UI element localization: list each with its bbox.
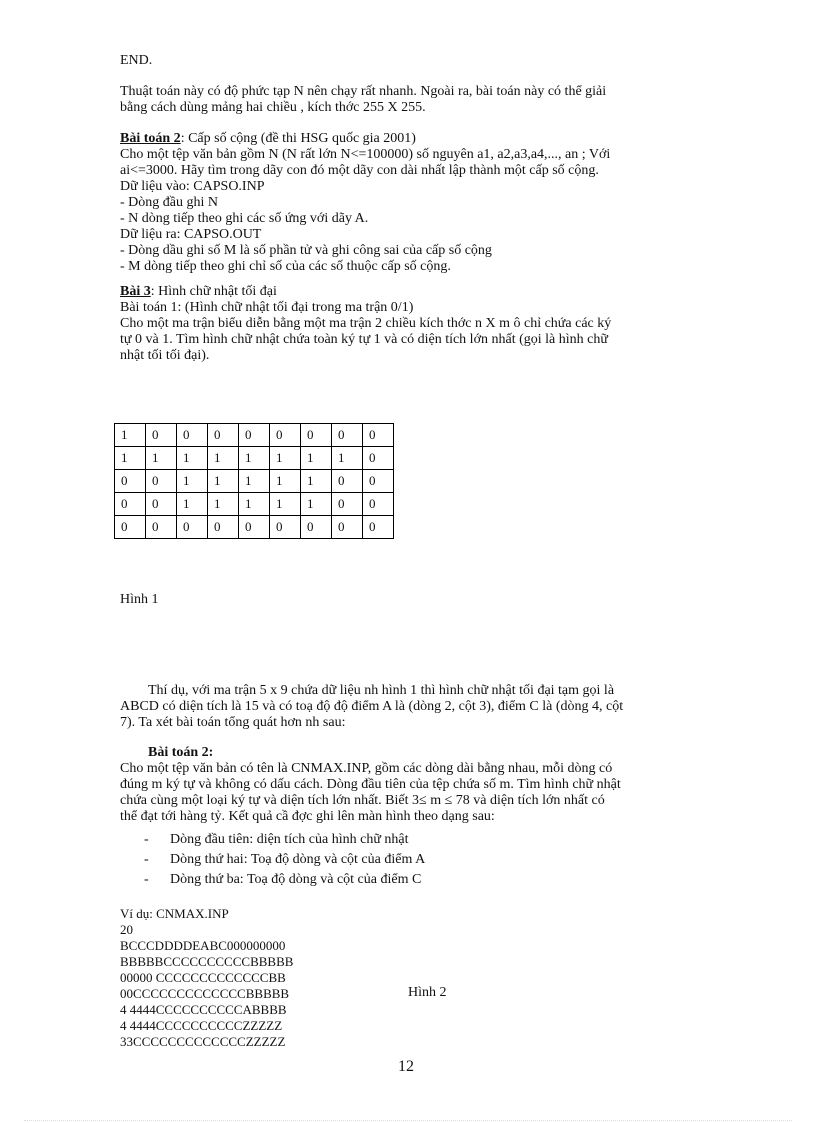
matrix-cell: 0 — [332, 424, 363, 447]
matrix-cell: 0 — [332, 516, 363, 539]
figure2-caption: Hình 2 — [408, 985, 447, 1000]
list-dash: - — [144, 852, 149, 867]
example-file-line: 4 4444CCCCCCCCCCZZZZZ — [120, 1018, 283, 1033]
complexity-line: Thuật toán này có độ phức tạp N nên chạy rất nhanh. Ngoài ra, bài toán này có thể giải — [120, 84, 607, 99]
matrix-cell: 0 — [208, 424, 239, 447]
example-file-line: 33CCCCCCCCCCCCCZZZZZ — [120, 1034, 286, 1049]
problem2-title-rest: : Cấp số cộng (đề thi HSG quốc gia 2001) — [180, 131, 416, 146]
matrix-cell: 0 — [239, 516, 270, 539]
matrix-cell: 1 — [115, 447, 146, 470]
problem2-line: - M dòng tiếp theo ghi chỉ số của các số thuộc cấp số cộng. — [120, 259, 451, 274]
matrix-cell: 0 — [301, 424, 332, 447]
problem2b-section — [120, 745, 698, 825]
matrix-cell: 0 — [208, 516, 239, 539]
complexity-line: bằng cách dùng mảng hai chiều , kích thớc 255 X 255. — [120, 100, 426, 115]
matrix-cell: 1 — [301, 447, 332, 470]
matrix-cell: 1 — [208, 447, 239, 470]
matrix-row — [115, 516, 394, 539]
matrix-cell: 0 — [177, 516, 208, 539]
end-keyword: END. — [120, 53, 153, 68]
matrix-cell: 0 — [301, 516, 332, 539]
example-file-line: BBBBBCCCCCCCCCCBBBBB — [120, 954, 294, 969]
matrix-cell: 1 — [177, 493, 208, 516]
example-file-line: 00000 CCCCCCCCCCCCCBB — [120, 970, 286, 985]
matrix-cell: 0 — [332, 470, 363, 493]
figure1-caption: Hình 1 — [120, 592, 159, 607]
matrix-cell: 0 — [146, 516, 177, 539]
matrix-cell: 1 — [208, 493, 239, 516]
example-file-line: BCCCDDDDEABC000000000 — [120, 938, 286, 953]
matrix-cell: 0 — [146, 424, 177, 447]
matrix-cell: 1 — [239, 470, 270, 493]
matrix-cell: 0 — [146, 470, 177, 493]
output-format-list — [144, 832, 722, 888]
matrix-cell: 0 — [177, 424, 208, 447]
matrix-cell: 1 — [301, 493, 332, 516]
matrix-row — [115, 493, 394, 516]
list-dash: - — [144, 832, 149, 847]
matrix-cell: 0 — [146, 493, 177, 516]
example-line: Thí dụ, với ma trận 5 x 9 chứa dữ liệu nh hình 1 thì hình chữ nhật tối đại tạm gọi là — [148, 683, 615, 698]
problem3-line: Bài toán 1: (Hình chữ nhật tối đại trong ma trận 0/1) — [120, 300, 414, 315]
example-file-line: 4 4444CCCCCCCCCCABBBB — [120, 1002, 287, 1017]
matrix-cell: 1 — [270, 493, 301, 516]
matrix-cell: 0 — [363, 447, 394, 470]
problem2-line: - Dòng dầu ghi số M là số phần tử và ghi công sai của cấp số cộng — [120, 243, 492, 258]
matrix-cell: 0 — [115, 470, 146, 493]
problem2-line: Dữ liệu vào: CAPSO.INP — [120, 179, 265, 194]
problem3-line: tự 0 và 1. Tìm hình chữ nhật chứa toàn ký tự 1 và có diện tích lớn nhất (gọi là hình chữ — [120, 332, 608, 347]
problem3-title: Bài 3 — [120, 284, 151, 299]
matrix-row — [115, 424, 394, 447]
problem2-section — [120, 131, 698, 275]
matrix-cell: 1 — [301, 470, 332, 493]
matrix-row — [115, 470, 394, 493]
problem2b-line: Cho một tệp văn bản có tên là CNMAX.INP, gồm các dòng dài bằng nhau, mỗi dòng có — [120, 761, 613, 776]
matrix-table — [114, 423, 394, 539]
problem2-line: ai<=3000. Hãy tìm trong dãy con đó một dãy con dài nhất lập thành một cấp số cộng. — [120, 163, 599, 178]
list-item: - Dòng thứ ba: Toạ độ dòng và cột của điểm C — [144, 872, 422, 887]
matrix-cell: 1 — [177, 447, 208, 470]
matrix-cell: 0 — [363, 424, 394, 447]
matrix-cell: 1 — [332, 447, 363, 470]
matrix-cell: 0 — [270, 424, 301, 447]
matrix-cell: 1 — [115, 424, 146, 447]
example-line: ABCD có diện tích là 15 và có toạ độ độ điểm A là (dòng 2, cột 3), điểm C là (dòng 4, cột — [120, 699, 624, 714]
matrix-cell: 0 — [332, 493, 363, 516]
matrix-cell: 1 — [270, 470, 301, 493]
example-file-line: 20 — [120, 922, 133, 937]
problem2-line: - N dòng tiếp theo ghi các số ứng với dãy A. — [120, 211, 369, 226]
problem2b-line: chứa cùng một loại ký tự và diện tích lớn nhất. Biết 3≤ m ≤ 78 và diện tích lớn nhất có — [120, 793, 605, 808]
example-file-label: Ví dụ: CNMAX.INP — [120, 906, 229, 921]
page-number: 12 — [398, 1058, 414, 1075]
problem2-line: Dữ liệu ra: CAPSO.OUT — [120, 227, 262, 242]
matrix-cell: 0 — [363, 470, 394, 493]
complexity-paragraph — [120, 84, 698, 116]
problem2b-title: Bài toán 2: — [148, 745, 214, 760]
example-file-line: 00CCCCCCCCCCCCCBBBBB — [120, 986, 290, 1001]
matrix-cell: 1 — [270, 447, 301, 470]
example-line: 7). Ta xét bài toán tổng quát hơn nh sau: — [120, 715, 346, 730]
matrix-cell: 1 — [208, 470, 239, 493]
list-item: - Dòng thứ hai: Toạ độ dòng và cột của điểm A — [144, 852, 426, 867]
problem2-heading — [120, 131, 698, 147]
matrix-cell: 0 — [363, 493, 394, 516]
problem2b-line: thể đạt tới hàng tỷ. Kết quả cầ đợc ghi lên màn hình theo dạng sau: — [120, 809, 495, 824]
list-dash: - — [144, 872, 149, 887]
problem3-line: nhật tối tối đại). — [120, 348, 210, 363]
matrix-cell: 0 — [239, 424, 270, 447]
matrix-cell: 0 — [115, 493, 146, 516]
matrix-cell: 1 — [239, 493, 270, 516]
example-file-block — [120, 906, 698, 1050]
problem3-title-rest: : Hình chữ nhật tối đại — [150, 284, 277, 299]
matrix-cell: 1 — [146, 447, 177, 470]
list-item: - Dòng đầu tiên: diện tích của hình chữ nhật — [144, 832, 409, 847]
problem3-section — [120, 284, 698, 364]
matrix-cell: 0 — [270, 516, 301, 539]
problem3-line: Cho một ma trận biểu diễn bằng một ma trận 2 chiều kích thớc n X m ô chỉ chứa các ký — [120, 316, 612, 331]
problem2-title: Bài toán 2 — [120, 131, 181, 146]
matrix-cell: 1 — [177, 470, 208, 493]
problem2b-line: đúng m ký tự và không có dấu cách. Dòng đầu tiên của tệp chứa số m. Tìm hình chữ nhật — [120, 777, 621, 792]
page-bottom-divider — [24, 1120, 792, 1121]
matrix-cell: 0 — [363, 516, 394, 539]
matrix-cell: 0 — [115, 516, 146, 539]
problem2-line: Cho một tệp văn bản gồm N (N rất lớn N<=100000) số nguyên a1, a2,a3,a4,..., an ; Với — [120, 147, 611, 162]
example-paragraph — [120, 683, 698, 731]
matrix-row — [115, 447, 394, 470]
problem2-line: - Dòng đầu ghi N — [120, 195, 218, 210]
matrix-cell: 1 — [239, 447, 270, 470]
problem3-heading — [120, 284, 698, 300]
